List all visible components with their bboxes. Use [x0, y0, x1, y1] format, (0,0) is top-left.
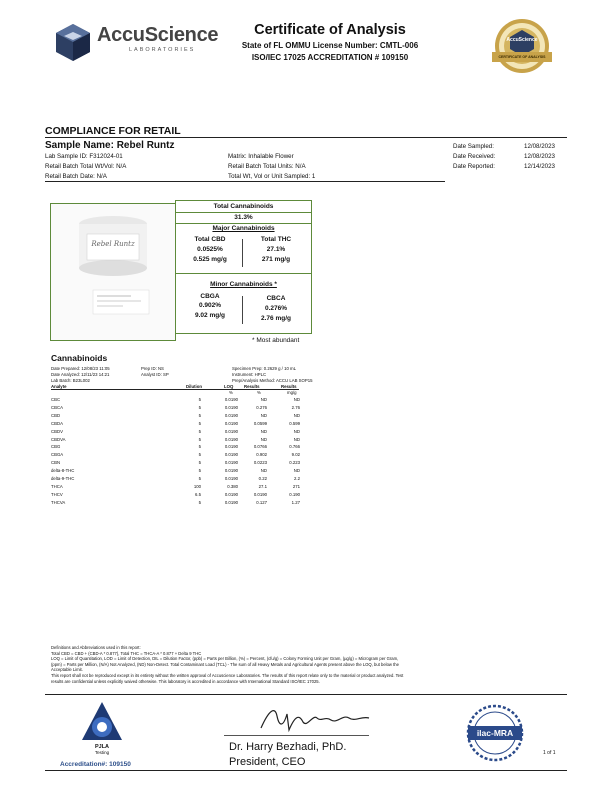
date-reported-label: Date Reported: [453, 163, 495, 170]
result-percent-cell: ND [260, 436, 267, 442]
date-prepared: Date Prepared: 12/08/23 11:05 [51, 366, 110, 371]
analyte-cell: delta-8-THC [51, 468, 75, 474]
prep-id: Prep ID: NS [141, 366, 164, 371]
cannabinoids-heading: Cannabinoids [51, 353, 108, 363]
analyte-cell: CBDA [51, 420, 63, 426]
handwritten-signature-icon [255, 702, 375, 736]
seal-badge-icon [490, 16, 554, 78]
page-number: 1 of 1 [543, 750, 556, 756]
table-row [51, 436, 300, 444]
result-percent-cell: 27.1 [258, 483, 267, 489]
signer-name: Dr. Harry Bezhadi, PhD. [229, 741, 347, 753]
col-results-mg: Results [281, 384, 297, 389]
total-cbd-percent: 0.0525% [197, 246, 223, 253]
result-mg-cell: 0.766 [289, 444, 300, 450]
loq-cell: 0.0190 [224, 404, 238, 410]
total-wt-sampled: Total Wt, Vol or Unit Sampled: 1 [228, 173, 316, 180]
table-row [51, 420, 300, 428]
result-mg-cell: 0.599 [289, 420, 300, 426]
loq-cell: 0.0190 [224, 397, 238, 402]
loq-cell: 0.0190 [224, 436, 238, 442]
note-line: LOQ = Limit of Quantitation, LOD = Limit of Detection, DIL = Dilution Factor, (ppb) = Parts per Billion, (%) = Percent, (cfu/g) = Colony Forming Unit per Gram, (µg/g) = Microgram per Gram, [51, 656, 399, 662]
table-row [51, 443, 300, 451]
result-mg-cell: 2.2 [294, 476, 300, 482]
date-received-label: Date Received: [453, 153, 496, 160]
cbca-label: CBCA [266, 295, 286, 302]
loq-cell: 0.0190 [224, 428, 238, 434]
logo-subtitle: LABORATORIES [129, 47, 196, 53]
analyte-cell: CBD [51, 412, 61, 418]
analyte-cell: THCA [51, 483, 63, 489]
dilution-cell: 5 [198, 436, 201, 442]
table-row [51, 491, 300, 499]
table-row [51, 467, 300, 475]
dilution-cell: 5 [198, 444, 201, 450]
cannabinoid-summary-box [175, 200, 312, 334]
major-split-line [242, 239, 243, 267]
pjla-logo [58, 700, 158, 762]
pjla-triangle-icon [80, 700, 124, 744]
table-row [51, 412, 300, 420]
ilac-mra-logo [464, 704, 526, 762]
loq-cell: 0.380 [227, 483, 238, 489]
document-title: Certificate of Analysis [254, 22, 406, 38]
ilac-label: ilac-MRA [476, 728, 514, 738]
col-dilution: Dilution [186, 384, 202, 389]
table-row [51, 428, 300, 436]
table-row [51, 483, 300, 491]
note-line: results are confidential unless explicitly waived otherwise. This laboratory is accredited in accordance with International Standard ISO/IEC 17025. [51, 678, 320, 684]
result-percent-cell: 0.0223 [253, 460, 267, 466]
sample-name: Sample Name: Rebel Runtz [45, 140, 175, 151]
analyte-cell: THCVA [51, 499, 66, 505]
table-row [51, 475, 300, 483]
jar-label: Rebel Runtz [91, 240, 135, 248]
summary-divider-1 [176, 212, 311, 213]
unit-loq: % [229, 390, 233, 395]
result-mg-cell: 2.76 [291, 404, 300, 410]
note-line: Total CBD = CBD + (CBD-A * 0.877), Total THC = THCA-A * 0.877 + Delta 9 THC [51, 650, 202, 656]
matrix: Matrix: Inhalable Flower [228, 153, 294, 160]
minor-cannabinoids-label: Minor Cannabinoids * [210, 281, 277, 288]
signature-line [224, 735, 369, 736]
lab-batch: Lab Batch: B23L002 [51, 378, 90, 383]
result-mg-cell: ND [293, 397, 300, 402]
date-sampled-value: 12/08/2023 [524, 143, 555, 150]
date-reported-value: 12/14/2023 [524, 163, 555, 170]
sample-divider [45, 181, 445, 182]
cannabinoid-results-table [51, 396, 300, 507]
table-row [51, 459, 300, 467]
minor-split-line [242, 296, 243, 324]
seal-top-text: AccuScience [506, 37, 538, 43]
analyte-cell: CBN [51, 460, 61, 466]
note-line: This report shall not be reproduced except in its entirety without the written approval of Accuscience Laboratories. The results of this report relate only to the material or product analyzed. Test [51, 672, 404, 678]
logo-wordmark: AccuScience [97, 24, 219, 46]
retail-batch-total: Retail Batch Total Wt/Vol: N/A [45, 163, 127, 170]
note-line: Definitions and Abbreviations used in this report: [51, 645, 141, 650]
result-mg-cell: ND [293, 436, 300, 442]
total-cannabinoids-label: Total Cannabinoids [213, 203, 274, 210]
loq-cell: 0.0190 [224, 420, 238, 426]
dilution-cell: 6.5 [195, 491, 201, 497]
loq-cell: 0.0190 [224, 412, 238, 418]
most-abundant-note: * Most abundant [252, 337, 300, 344]
dilution-cell: 5 [198, 452, 201, 458]
total-thc-mg: 271 mg/g [261, 256, 291, 263]
result-mg-cell: 0.223 [289, 460, 300, 466]
loq-cell: 0.0190 [224, 499, 238, 505]
result-percent-cell: 0.0599 [253, 420, 267, 426]
cbca-mg: 2.76 mg/g [261, 315, 291, 322]
table-row [51, 499, 300, 507]
jar-image-icon [51, 204, 175, 340]
dilution-cell: 5 [198, 412, 201, 418]
table-row [51, 396, 300, 404]
table-row [51, 451, 300, 459]
table-row [51, 404, 300, 412]
footer-divider [45, 694, 567, 695]
analyte-cell: CBG [51, 444, 61, 450]
sample-photo [50, 203, 176, 341]
result-percent-cell: ND [260, 468, 267, 474]
col-results-pct: Results [244, 384, 260, 389]
dilution-cell: 5 [198, 499, 201, 505]
analyte-cell: CBDV [51, 428, 63, 434]
dilution-cell: 5 [198, 397, 201, 402]
result-percent-cell: ND [260, 428, 267, 434]
dilution-cell: 5 [198, 476, 201, 482]
seal-banner-text: CERTIFICATE OF ANALYSIS [498, 55, 546, 59]
result-percent-cell: 0.22 [258, 476, 267, 482]
analysis-method: Prep/Analysis Method: ACCU LAB SOP15 [232, 378, 313, 383]
note-line: (ppm) = Parts per Million, (N/A) Not Analyzed, (ND) Non-Detect. Total Contaminant Load (TCL) - The sum of all Heavy Metals and Agricultural Agents present above the LOQ, but below the [51, 661, 399, 667]
certificate-seal [490, 16, 554, 78]
total-cbd-label: Total CBD [194, 236, 226, 243]
total-thc-label: Total THC [260, 236, 292, 243]
loq-cell: 0.0190 [224, 468, 238, 474]
cbca-percent: 0.276% [264, 305, 288, 312]
major-cannabinoids-label: Major Cannabinoids [212, 225, 275, 232]
pjla-testing-label: Testing [94, 750, 110, 755]
accreditation-line: ISO/IEC 17025 ACCREDITATION # 109150 [251, 53, 409, 62]
summary-divider-3 [176, 273, 311, 274]
result-percent-cell: 0.902 [256, 452, 267, 458]
date-sampled-label: Date Sampled: [453, 143, 494, 150]
dilution-cell: 5 [198, 404, 201, 410]
analyte-cell: CBCA [51, 404, 63, 410]
signer-title: President, CEO [229, 756, 306, 768]
analyst-id: Analyst ID: SP [141, 372, 169, 377]
retail-batch-date: Retail Batch Date: N/A [45, 173, 107, 180]
dilution-cell: 5 [198, 460, 201, 466]
license-line: State of FL OMMU License Number: CMTL-006 [241, 41, 419, 50]
lab-sample-id: Lab Sample ID: F312024-01 [45, 153, 123, 160]
result-percent-cell: 0.127 [256, 499, 267, 505]
loq-cell: 0.0190 [224, 476, 238, 482]
compliance-divider [45, 137, 567, 138]
specimen-prep: Specimen Prep: 0.2629 g / 10 mL [232, 366, 297, 371]
accuscience-logo [53, 20, 219, 64]
cbga-mg: 9.02 mg/g [195, 312, 225, 319]
unit-results-mg: mg/g [287, 390, 297, 395]
dilution-cell: 5 [198, 468, 201, 474]
result-percent-cell: 0.0766 [253, 444, 267, 450]
result-mg-cell: 271 [292, 483, 300, 489]
unit-results-pct: % [257, 390, 261, 395]
cube-logo-icon [53, 22, 93, 62]
analyte-cell: CBC [51, 397, 61, 402]
definitions-notes [51, 645, 491, 684]
instrument: Instrument: HPLC [232, 372, 267, 377]
result-mg-cell: ND [293, 428, 300, 434]
results-table-body [51, 396, 300, 507]
retail-total-units: Retail Batch Total Units: N/A [228, 163, 306, 170]
result-mg-cell: 0.190 [289, 491, 300, 497]
total-cbd-mg: 0.525 mg/g [193, 256, 227, 263]
result-mg-cell: 9.02 [291, 452, 300, 458]
loq-cell: 0.0190 [224, 452, 238, 458]
cbga-label: CBGA [200, 293, 220, 300]
pjla-label: PJLA [94, 744, 110, 750]
col-loq: LOQ [224, 384, 234, 389]
date-received-value: 12/08/2023 [524, 153, 555, 160]
dilution-cell: 5 [198, 420, 201, 426]
analyte-cell: THCV [51, 491, 63, 497]
result-percent-cell: 0.276 [256, 404, 267, 410]
loq-cell: 0.0190 [224, 444, 238, 450]
col-analyte: Analyte [51, 384, 67, 389]
analyte-cell: delta-9-THC [51, 476, 75, 482]
summary-divider-2 [176, 223, 311, 224]
result-percent-cell: ND [260, 397, 267, 402]
result-mg-cell: ND [293, 468, 300, 474]
cbga-percent: 0.902% [198, 302, 222, 309]
result-percent-cell: ND [260, 412, 267, 418]
pjla-accreditation: Accreditation#: 109150 [60, 761, 131, 768]
compliance-heading: COMPLIANCE FOR RETAIL [45, 125, 181, 137]
loq-cell: 0.0190 [224, 460, 238, 466]
total-cannabinoids-value: 31.3% [234, 214, 253, 221]
result-mg-cell: ND [293, 412, 300, 418]
loq-cell: 0.0190 [224, 491, 238, 497]
analyte-cell: CBDVA [51, 436, 66, 442]
dilution-cell: 5 [198, 428, 201, 434]
analyte-cell: CBGA [51, 452, 64, 458]
result-mg-cell: 1.27 [291, 499, 300, 505]
table-header-rule [51, 389, 299, 390]
signature [255, 702, 375, 736]
dilution-cell: 100 [193, 483, 201, 489]
total-thc-percent: 27.1% [266, 246, 286, 253]
note-line: Acceptable Limit. [51, 667, 83, 673]
date-analyzed: Date Analyzed: 12/11/23 14:21 [51, 372, 110, 377]
bottom-rule [45, 770, 567, 771]
result-percent-cell: 0.0190 [253, 491, 267, 497]
